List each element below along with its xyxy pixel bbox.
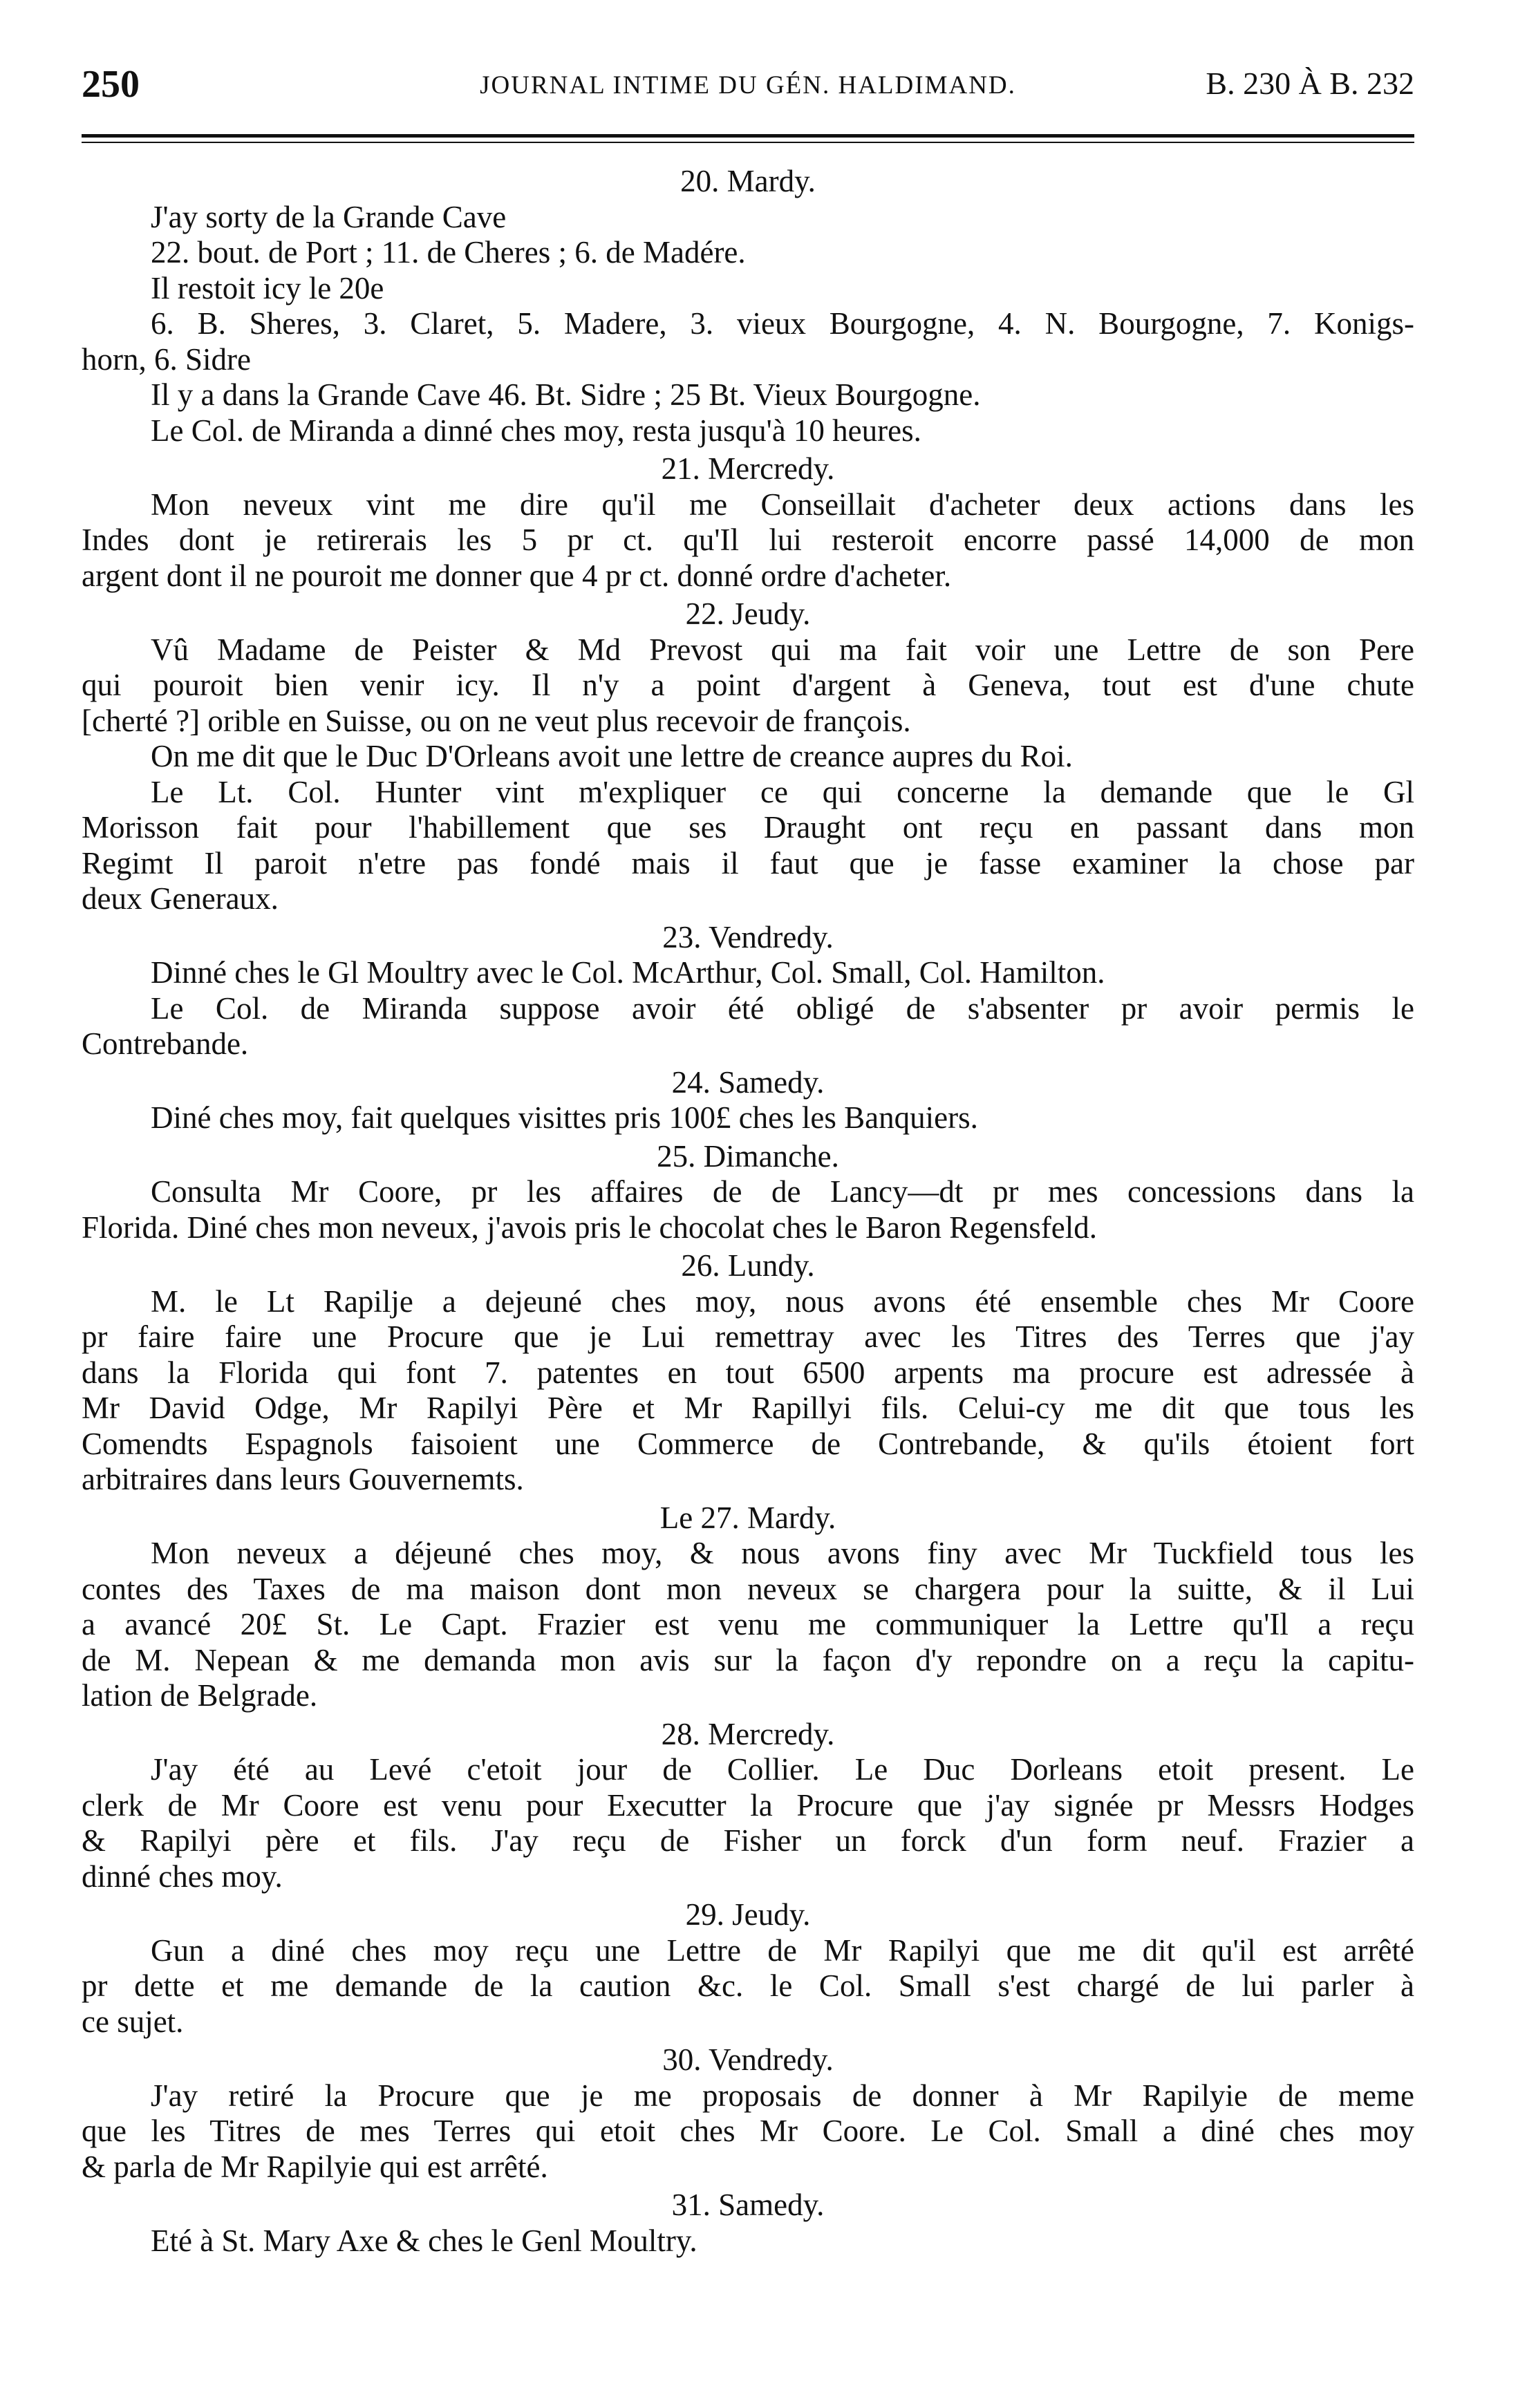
entry-paragraph (82, 413, 1414, 449)
text-line: Eté à St. Mary Axe & ches le Genl Moultry. (151, 2223, 697, 2258)
entry-paragraph (82, 306, 1414, 377)
text-line: Le Lt. Col. Hunter vint m'expliquer ce qui concerne la demande que le Gl (151, 774, 1414, 809)
entry-date: 31. Samedy. (671, 2188, 825, 2222)
text-line: Consulta Mr Coore, pr les affaires de de Lancy—dt pr mes concessions dans la (151, 1174, 1414, 1209)
entry-paragraph (82, 2078, 1414, 2185)
text-line: a avancé 20£ St. Le Capt. Frazier est venu me communiquer la Lettre qu'Il a reçu (82, 1607, 1414, 1642)
text-line: Mon neveux vint me dire qu'il me Conseillait d'acheter deux actions dans les (151, 487, 1414, 522)
text-line: Contrebande. (82, 1026, 249, 1061)
entry-date: 25. Dimanche. (657, 1138, 839, 1174)
text-line: lation de Belgrade. (82, 1678, 318, 1713)
entry-date: 29. Jeudy. (685, 1897, 811, 1932)
text-line: 22. bout. de Port ; 11. de Cheres ; 6. de Madére. (151, 235, 746, 270)
journal-entry (82, 1248, 1414, 1498)
entry-paragraph (82, 271, 1414, 307)
text-line: Morisson fait pour l'habillement que ses Draught ont reçu en passant dans mon (82, 810, 1414, 845)
text-line: Gun a diné ches moy reçu une Lettre de Mr Rapilyi que me dit qu'il est arrêté (151, 1932, 1414, 1968)
text-line: & Rapilyi père et fils. J'ay reçu de Fisher un forck d'un form neuf. Frazier a (82, 1823, 1414, 1858)
text-line: On me dit que le Duc D'Orleans avoit une lettre de creance aupres du Roi. (151, 739, 1073, 773)
text-line: Comendts Espagnols faisoient une Commerce de Contrebande, & qu'ils étoient fort (82, 1426, 1414, 1461)
entry-paragraph (82, 955, 1414, 991)
entry-paragraph (82, 377, 1414, 413)
text-line: J'ay été au Levé c'etoit jour de Collier. Le Duc Dorleans etoit present. Le (151, 1752, 1414, 1787)
entry-date: 21. Mercredy. (661, 451, 835, 486)
journal-entry (82, 1897, 1414, 2040)
entry-paragraph (82, 487, 1414, 594)
text-line: contes des Taxes de ma maison dont mon neveux se chargera pour la suitte, & il Lui (82, 1571, 1414, 1606)
text-line: que les Titres de mes Terres qui etoit ches Mr Coore. Le Col. Small a diné ches moy (82, 2114, 1414, 2148)
text-line: Dinné ches le Gl Moultry avec le Col. McArthur, Col. Small, Col. Hamilton. (151, 955, 1105, 990)
entry-paragraph (82, 1100, 1414, 1136)
journal-entries (82, 164, 1414, 2259)
text-line: argent dont il ne pouroit me donner que 4 pr ct. donné ordre d'acheter. (82, 558, 952, 593)
text-line: ce sujet. (82, 2004, 184, 2039)
text-line: pr dette et me demande de la caution &c. le Col. Small s'est chargé de lui parler à (82, 1968, 1414, 2003)
text-line: Mon neveux a déjeuné ches moy, & nous avons finy avec Mr Tuckfield tous les (151, 1536, 1414, 1570)
text-line: Diné ches moy, fait quelques visittes pris 100£ ches les Banquiers. (151, 1100, 978, 1135)
text-line: Vû Madame de Peister & Md Prevost qui ma fait voir une Lettre de son Pere (151, 632, 1414, 667)
text-line: dinné ches moy. (82, 1859, 283, 1894)
entry-paragraph (82, 1933, 1414, 2040)
text-line: horn, 6. Sidre (82, 341, 251, 377)
text-line: de M. Nepean & me demanda mon avis sur la façon d'y repondre on a reçu la capitu- (82, 1642, 1414, 1677)
entry-paragraph (82, 235, 1414, 271)
entry-date: Le 27. Mardy. (659, 1500, 836, 1535)
header-rule (82, 134, 1414, 143)
entry-date: 26. Lundy. (681, 1248, 815, 1283)
text-line: Mr David Odge, Mr Rapilyi Père et Mr Rapillyi fils. Celui-cy me dit que tous les (82, 1391, 1414, 1425)
text-line: 6. B. Sheres, 3. Claret, 5. Madere, 3. vieux Bourgogne, 4. N. Bourgogne, 7. Konigs- (151, 306, 1414, 341)
page-number: 250 (82, 63, 140, 106)
text-line: Regimt Il paroit n'etre pas fondé mais il faut que je fasse examiner la chose par (82, 845, 1414, 881)
journal-entry (82, 2188, 1414, 2259)
journal-entry (82, 2042, 1414, 2185)
entry-date: 24. Samedy. (671, 1064, 825, 1100)
entry-paragraph (82, 1284, 1414, 1498)
text-line: dans la Florida qui font 7. patentes en tout 6500 arpents ma procure est adressée à (82, 1355, 1414, 1390)
entry-paragraph (82, 1174, 1414, 1245)
journal-entry (82, 920, 1414, 1062)
entry-paragraph (82, 1536, 1414, 1714)
entry-date: 20. Mardy. (680, 164, 816, 198)
entry-paragraph (82, 632, 1414, 740)
entry-date: 23. Vendredy. (662, 919, 834, 954)
text-line: M. le Lt Rapilje a dejeuné ches moy, nous avons été ensemble ches Mr Coore (151, 1283, 1414, 1319)
text-line: Le Col. de Miranda a dinné ches moy, resta jusqu'à 10 heures. (151, 413, 921, 448)
journal-entry (82, 1501, 1414, 1714)
entry-date: 30. Vendredy. (662, 2042, 834, 2077)
journal-entry (82, 1065, 1414, 1136)
text-line: qui pouroit bien venir icy. Il n'y a point d'argent à Geneva, tout est d'une chute (82, 668, 1414, 702)
journal-entry (82, 1139, 1414, 1246)
text-line: Le Col. de Miranda suppose avoir été obligé de s'absenter pr avoir permis le (151, 990, 1414, 1026)
journal-entry (82, 164, 1414, 449)
entry-paragraph (82, 1752, 1414, 1894)
entry-paragraph (82, 991, 1414, 1062)
text-line: deux Generaux. (82, 881, 279, 916)
entry-paragraph (82, 2223, 1414, 2259)
text-line: J'ay sorty de la Grande Cave (151, 199, 507, 234)
folio-range: B. 230 À B. 232 (1206, 66, 1414, 101)
text-line: clerk de Mr Coore est venu pour Executter la Procure que j'ay signée pr Messrs Hodges (82, 1787, 1414, 1823)
text-line: [cherté ?] orible en Suisse, ou on ne veut plus recevoir de françois. (82, 703, 911, 738)
entry-paragraph (82, 200, 1414, 236)
text-line: & parla de Mr Rapilyie qui est arrêté. (82, 2149, 548, 2184)
text-line: arbitraires dans leurs Gouvernemts. (82, 1462, 524, 1496)
journal-entry (82, 596, 1414, 917)
entry-paragraph (82, 739, 1414, 775)
entry-date: 22. Jeudy. (685, 596, 811, 631)
entry-date: 28. Mercredy. (661, 1716, 835, 1751)
journal-title: JOURNAL INTIME DU GÉN. HALDIMAND. (480, 71, 1016, 100)
journal-entry (82, 451, 1414, 594)
text-line: Florida. Diné ches mon neveux, j'avois pris le chocolat ches le Baron Regensfeld. (82, 1210, 1097, 1245)
text-line: pr faire faire une Procure que je Lui remettray avec les Titres des Terres que j'ay (82, 1319, 1414, 1354)
text-line: J'ay retiré la Procure que je me proposais de donner à Mr Rapilyie de meme (151, 2078, 1414, 2113)
journal-entry (82, 1717, 1414, 1895)
text-line: Il restoit icy le 20e (151, 270, 384, 305)
running-head (82, 62, 1414, 117)
text-line: Il y a dans la Grande Cave 46. Bt. Sidre ; 25 Bt. Vieux Bourgogne. (151, 377, 981, 412)
entry-paragraph (82, 775, 1414, 917)
text-line: Indes dont je retirerais les 5 pr ct. qu'Il lui resteroit encorre passé 14,000 de mon (82, 523, 1414, 557)
